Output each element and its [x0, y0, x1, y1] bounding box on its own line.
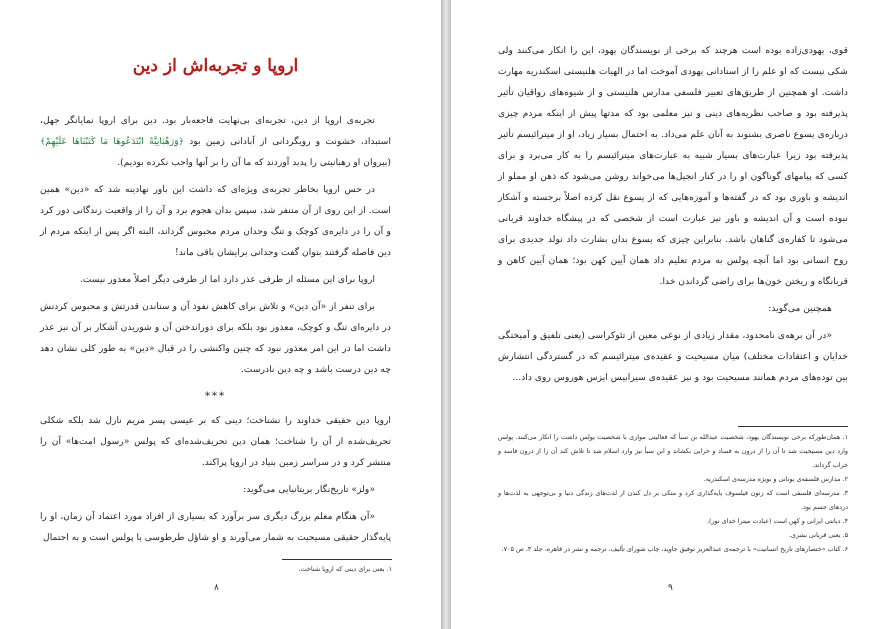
- right-paragraph-1: قوی، یهودی‌زاده بوده است هرچند که برخی از نویسندگان یهود، این را انکار می‌کنند ولی شکی نیست که او علم را از استادانی یهودی آموخت اما در الهیات هلنیستی اسکندریه مهارت داشت. او همچنین از طریق‌های تعبیر فلسفی مدارس هلنیستی و از شیوه‌های رواقیان تأثیر پذیرفته بود و صاحب نظریه‌های دینی و نیز معلمی بود که مدتها پیش از اینکه مردم چیزی درباره‌ی یسوع ناصری بشنوند به آنان علم می‌داد. به احتمال بسیار زیاد، او از میترائیسم تأثیر پذیرفته بود زیرا عبارت‌های بسیار شبیه به عبارت‌های میترائیسم را به کار می‌برد و برای کسی که پیامهای گوناگون او را در کنار انجیل‌ها می‌خواند روشن می‌شود که ذهن او مملو از اندیشه و باوری بود که در گفته‌ها و آموزه‌هایی که از یسوع نقل کرده اصلاً برجسته و آشکار نبوده است و آن اندیشه و باور نیز عبارت است از شخصی که در پیشگاه خداوند قربانی می‌شود تا کفاره‌ی گناهان باشد. بنابراین چیزی که یسوع بدان بشارت داد تولد جدیدی برای روح انسانی بود اما آنچه پولس به مردم تعلیم داد همان آیین کهن بود؛ همان آیین کاهن و قربانگاه و ریختن خون‌ها برای راضی گرداندن خدا.: [498, 45, 848, 287]
- right-footnote-6: ۶. کتاب «ختصارهای تاریخ انسانیت» با ترجمه‌ی عبدالعزیز توفیق جاوید، چاپ شورای تألیف، ترجمه و نشر در قاهره، جلد ۳، ص ۷۰۵.: [501, 545, 848, 553]
- left-footnote-1: ۱. یعنی برای دینی که اروپا شناخت.: [298, 565, 392, 573]
- left-paragraph-3: اروپا برای این مسئله از طرفی عذر دارد اما از طرفی دیگر اصلاً معذور نیست.: [79, 274, 375, 285]
- left-footnote-rule: [282, 559, 392, 560]
- left-page-body: [40, 110, 391, 554]
- left-paragraph-2: در حس اروپا بخاطر تجربه‌ی ویژه‌ای که داشت این باور نهادینه شد که «دین» همین است. از این روی از آن متنفر شد، سپس بدان هجوم برد و آن را از واقعیت زندگانی دور کرد و آن را در دایره‌ی کوچک و تنگ وجدان مردم محبوس گرداند، البته اگر پس از اینکه مردم از دین فاصله گرفتند بتوان گفت وجدانی برایشان باقی ماند!: [40, 184, 391, 258]
- left-page-number: ۸: [214, 583, 219, 593]
- right-page-body: [498, 40, 848, 394]
- right-page-number: ۹: [668, 583, 673, 593]
- quran-verse-translation: (بیروان او رهبانیتی را پدید آوردند که ما آن را بر آنها واجب نکرده بودیم).: [117, 157, 391, 168]
- left-paragraph-1-text: تجربه‌ی اروپا از دین، تجربه‌ای بی‌نهایت فاجعه‌بار بود. دین برای اروپا نمایانگر جهل، استبداد، خشونت و رویگردانی از آبادانی زمین بود: [40, 115, 392, 147]
- left-footnotes: [250, 562, 392, 576]
- chapter-title: اروپا و تجربه‌اش از دین: [132, 56, 299, 76]
- right-footnote-rule: [738, 426, 848, 427]
- left-paragraph-5: اروپا دین حقیقی خداوند را نشناخت؛ دینی که بر عیسی پسر مریم نازل شد بلکه شکلی تحریف‌شده از آن را شناخت؛ همان دین تحریف‌شده‌ای که پولس «رسول امت‌ها» آن را منتشر کرد و در سراسر زمین بنیاد در اروپا پراکند.: [40, 415, 391, 468]
- left-paragraph-6: «ولز» تاریخ‌نگار بریتانیایی می‌گوید:: [243, 484, 375, 495]
- right-paragraph-3: «در آن برهه‌ی نامحدود، مقدار زیادی از نوعی معین از تئوکراسی (یعنی تلفیق و آمیختگی خدایان و اعتقادات مختلف) میان مسیحیت و عقیده‌ی میترائیسم که در گستردگی انتشارش بین توده‌های مردم همانند مسیحیت بود و نیز عقیده‌ی سیرابیس ایزس هوروس روی داد...: [498, 330, 848, 383]
- left-paragraph-1: [40, 110, 391, 173]
- right-footnotes: [498, 430, 848, 556]
- left-paragraph-7: «آن هنگام معلم بزرگ دیگری سر برآورد که بسیاری از افراد مورد اعتماد آن زمان، او را پایه‌گذار حقیقی مسیحیت به شمار می‌آورند و او شاؤل طرطوسی یا پولس است و به احتمال: [40, 511, 391, 543]
- right-footnote-5: ۵. یعنی قربانی بشری.: [788, 531, 848, 539]
- right-footnote-4: ۴. دیانتی ایرانی و کهن است (عبادت میترا خدای نور).: [706, 517, 848, 525]
- right-footnote-1: ۱. همان‌طورکه برخی نویسندگان یهود، شخصیت عبدالله بن سبأ که فعالیتی موازی با شخصیت پولس داشت را انکار می‌کنند. پولس وارد دین مسیحیت شد تا آن را از درون به فساد و خرابی بکشاند و ابن سبأ نیز وارد اسلام شد تا تلاش کند آن را از درون فاسد و خراب گرداند.: [498, 433, 848, 469]
- right-footnote-2: ۲. مدارس فلسفه‌ی یونانی و بویژه مدرسه‌ی اسکندریه.: [703, 475, 848, 483]
- left-paragraph-4: برای تنفر از «آن دین» و تلاش برای کاهش نفوذ آن و ستاندن قدرتش و محبوس کردنش در دایره‌ای تنگ و کوچک، معذور بود بلکه برای دوراندختن آن و شوریدن آشکار بر آن نیز عذر داشت اما در این امر معذور نبود که چنین واکنشی را در قبال «دین» به طور کلی نشان دهد چه دین درست باشد و چه دین نادرست.: [40, 301, 391, 375]
- right-paragraph-2: همچنین می‌گوید:: [768, 303, 832, 314]
- book-gutter: [441, 0, 451, 629]
- section-separator: ***: [205, 391, 226, 402]
- right-footnote-3: ۳. مدرسه‌ای فلسفی است که زنون فیلسوف پایه‌گذاری کرد و متکی بر دل کندن از لذت‌های زندگی دنیا و بی‌توجهی به لذت‌ها و دردهای جسم بود.: [498, 489, 848, 511]
- quran-verse: ﴿وَرَهْبَانِيَّةً ابْتَدَعُوهَا مَا كَتَبْنَاهَا عَلَيْهِمْ﴾: [40, 136, 185, 147]
